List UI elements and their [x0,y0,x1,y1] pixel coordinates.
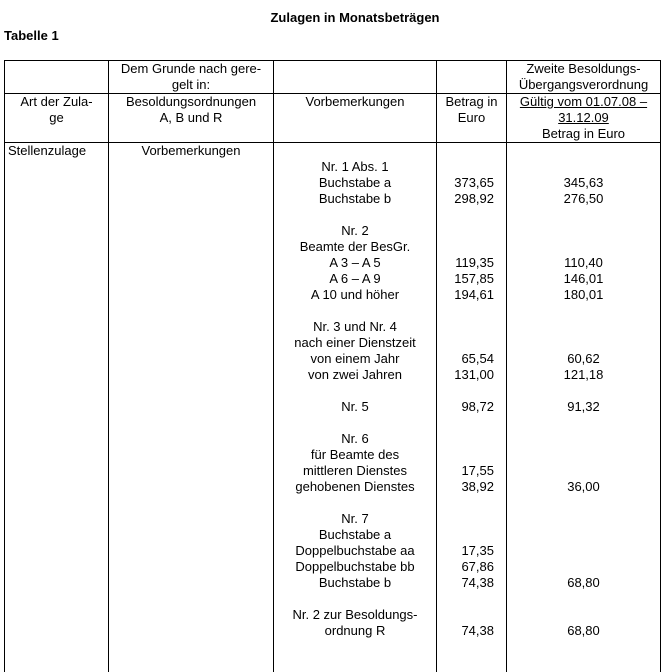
body-grund: Vorbemerkungen [141,143,241,158]
body-line-label: nach einer Dienstzeit [294,335,416,350]
body-line-amount2 [510,239,657,255]
body-line-amount2: 91,32 [567,399,600,414]
body-line-amount [440,239,494,255]
header-row-1 [5,61,661,94]
body-line-amount2: 276,50 [563,191,604,206]
body-line-label: Nr. 6 [341,431,369,446]
body-cell-art [5,143,109,672]
body-line-amount [440,607,494,623]
body-line-label [277,303,433,319]
body-line-amount2 [510,431,657,447]
body-line-amount [440,495,494,511]
body-line-amount [440,159,494,175]
body-line-label: Nr. 1 Abs. 1 [321,159,389,174]
header-cell-zweite [507,61,661,94]
body-line-amount2 [510,463,657,479]
header-vorbemerkungen: Vorbemerkungen [305,94,405,109]
body-line-amount [440,431,494,447]
body-line-amount2: 68,80 [567,575,600,590]
body-cell-grund [109,143,274,672]
body-line-amount: 298,92 [454,191,494,206]
body-line-amount [440,223,494,239]
header-cell-empty-4 [437,61,507,94]
body-line-amount: 74,38 [461,623,494,638]
body-line-amount2: 121,18 [563,367,604,382]
body-line-amount2 [510,207,657,223]
body-line-label: Buchstabe a [318,527,392,542]
body-line-amount2 [510,559,657,575]
body-line-label: A 3 – A 5 [329,255,381,270]
body-line-label: Nr. 5 [341,399,369,414]
body-line-amount: 67,86 [461,559,494,574]
body-line-label: gehobenen Dienstes [295,479,415,494]
body-line-amount [440,415,494,431]
header-betrag-line2: Euro [457,110,486,125]
body-line-amount2: 68,80 [567,623,600,638]
header-cell-art [5,94,109,143]
body-line-amount2 [510,447,657,463]
body-line-amount2 [510,607,657,623]
body-line-amount [440,319,494,335]
body-line-amount: 131,00 [454,367,494,382]
header-cell-empty-3 [274,61,437,94]
header-betrag-line1: Betrag in [445,94,498,109]
body-line-amount2 [510,495,657,511]
body-line-label: A 6 – A 9 [329,271,381,286]
body-cell-amounts2 [507,143,661,672]
body-line-amount: 38,92 [461,479,494,494]
header-zweite-line1: Zweite Besoldungs- [526,61,641,76]
header-grund-line1: Dem Grunde nach gere- [120,61,262,76]
body-line-amount [440,303,494,319]
body-line-amount2 [510,591,657,607]
body-line-label: Buchstabe a [318,175,392,190]
body-line-label [277,415,433,431]
body-line-amount2 [510,223,657,239]
body-line-amount2: 345,63 [563,175,604,190]
body-line-label [277,591,433,607]
body-line-label: Buchstabe b [318,575,392,590]
body-line-label: von einem Jahr [310,351,400,366]
body-line-amount2 [510,303,657,319]
body-line-amount: 74,38 [461,575,494,590]
body-line-label: Doppelbuchstabe bb [295,559,415,574]
body-line-label: Doppelbuchstabe aa [295,543,415,558]
body-line-amount2 [510,159,657,175]
body-line-amount [440,207,494,223]
header-row-2 [5,94,661,143]
header-cell-besoldungsordnungen [109,94,274,143]
body-line-label: Beamte der BesGr. [299,239,411,254]
body-line-label: von zwei Jahren [308,367,402,382]
header-betrag-euro: Betrag in Euro [541,126,626,141]
body-line-amount: 65,54 [461,351,494,366]
header-besold-line2: A, B und R [159,110,223,125]
body-line-amount2 [510,527,657,543]
body-row [5,143,661,672]
body-line-label: mittleren Dienstes [302,463,408,478]
body-line-amount2 [510,319,657,335]
header-besold-line1: Besoldungsordnungen [125,94,257,109]
body-line-amount: 98,72 [461,399,494,414]
body-line-label: A 10 und höher [310,287,400,302]
body-line-amount2: 180,01 [563,287,604,302]
body-line-amount2 [510,415,657,431]
body-line-amount [440,335,494,351]
body-line-amount2 [510,511,657,527]
body-cell-amounts [437,143,507,672]
body-line-amount: 17,55 [461,463,494,478]
header-art-line1: Art der Zula- [20,94,93,109]
body-line-label: Buchstabe b [318,191,392,206]
body-line-amount [440,383,494,399]
allowance-table [4,60,661,672]
header-art-line2: ge [49,110,64,125]
table-label: Tabelle 1 [4,28,59,43]
body-line-label [277,495,433,511]
body-line-label [277,207,433,223]
body-line-label [277,383,433,399]
body-line-amount: 157,85 [454,271,494,286]
body-line-amount: 373,65 [454,175,494,190]
body-line-label: Nr. 7 [341,511,369,526]
body-line-amount2: 146,01 [563,271,604,286]
body-line-amount2: 60,62 [567,351,600,366]
body-line-label: Nr. 2 [341,223,369,238]
header-cell-vorbemerkungen [274,94,437,143]
document-title: Zulagen in Monatsbeträgen [270,10,440,25]
header-grund-line2: gelt in: [171,77,211,92]
body-line-amount: 119,35 [455,255,494,270]
body-line-amount2 [510,383,657,399]
body-line-amount2: 36,00 [567,479,600,494]
body-line-amount [440,143,494,159]
body-line-amount [440,447,494,463]
body-line-label: Nr. 3 und Nr. 4 [313,319,397,334]
body-line-amount2 [510,543,657,559]
body-line-amount2 [510,335,657,351]
body-line-label: ordnung R [324,623,386,638]
body-line-amount [440,591,494,607]
body-cell-labels [274,143,437,672]
body-line-label [277,143,433,159]
header-gueltig-line2: 31.12.09 [558,110,609,125]
body-line-label: Nr. 2 zur Besoldungs- [292,607,418,622]
body-line-amount: 194,61 [454,287,494,302]
body-line-amount: 17,35 [461,543,494,558]
header-gueltig-line1: Gültig vom 01.07.08 – [519,94,648,109]
body-line-amount2 [510,143,657,159]
body-line-amount [440,527,494,543]
body-art: Stellenzulage [8,143,87,158]
body-line-amount2: 110,40 [564,255,603,270]
body-line-amount [440,511,494,527]
header-zweite-line2: Übergangsverordnung [518,77,649,92]
header-cell-empty-1 [5,61,109,94]
header-cell-gueltig [507,94,661,143]
body-line-label: für Beamte des [310,447,400,462]
header-cell-grund [109,61,274,94]
header-cell-betrag [437,94,507,143]
